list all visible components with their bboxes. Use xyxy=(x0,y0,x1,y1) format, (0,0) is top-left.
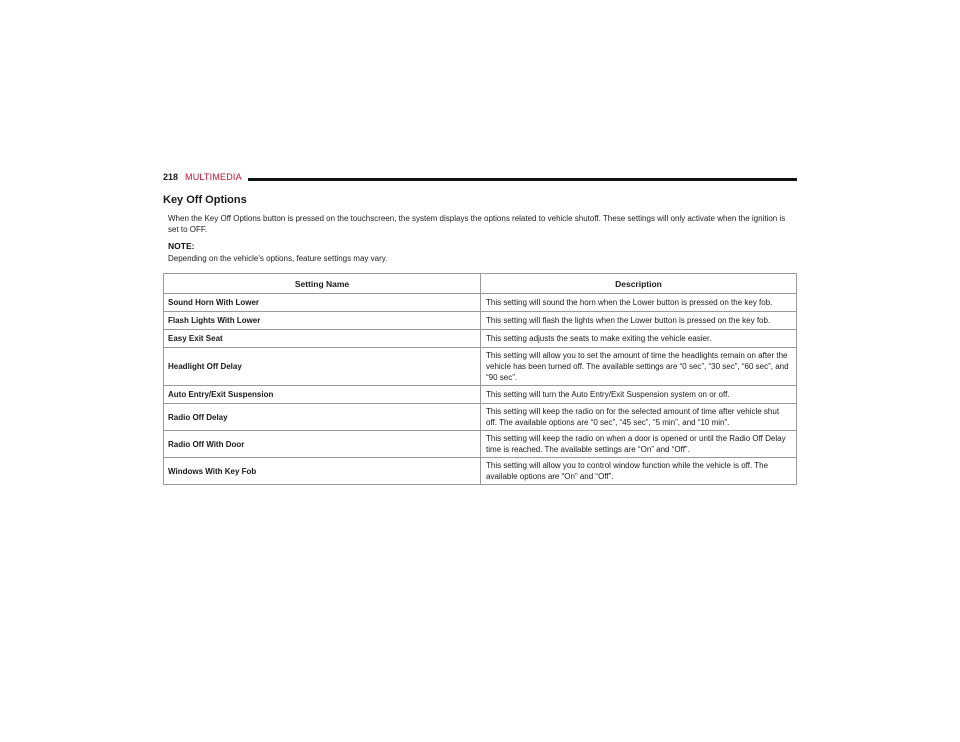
page-header xyxy=(163,172,797,186)
column-header-setting-name: Setting Name xyxy=(164,274,481,294)
setting-description: This setting adjusts the seats to make exiting the vehicle easier. xyxy=(481,330,797,348)
setting-name: Sound Horn With Lower xyxy=(164,294,481,312)
setting-description: This setting will turn the Auto Entry/Exit Suspension system on or off. xyxy=(481,386,797,404)
note-text: Depending on the vehicle’s options, feature settings may vary. xyxy=(168,254,388,263)
table-row xyxy=(164,312,797,330)
key-off-options-table xyxy=(163,273,797,485)
setting-name: Easy Exit Seat xyxy=(164,330,481,348)
table-row xyxy=(164,348,797,386)
setting-description: This setting will keep the radio on for the selected amount of time after vehicle shut off. The available options are “0 sec”, “45 sec”, “5 min”, and “10 min”. xyxy=(481,404,797,431)
column-header-description: Description xyxy=(481,274,797,294)
setting-description: This setting will allow you to set the amount of time the headlights remain on after the vehicle has been turned off. The available settings are “0 sec”, “30 sec”, “60 sec”, and “90 sec”. xyxy=(481,348,797,386)
note-label: NOTE: xyxy=(168,241,195,251)
setting-description: This setting will keep the radio on when a door is opened or until the Radio Off Delay time is reached. The available settings are “On” and “Off”. xyxy=(481,431,797,458)
page-number: 218 xyxy=(163,172,179,182)
setting-name: Flash Lights With Lower xyxy=(164,312,481,330)
table-row xyxy=(164,330,797,348)
setting-name: Windows With Key Fob xyxy=(164,458,481,485)
setting-name: Headlight Off Delay xyxy=(164,348,481,386)
table-row xyxy=(164,386,797,404)
section-title: Key Off Options xyxy=(163,194,247,206)
section-label: MULTIMEDIA xyxy=(185,172,242,182)
table-row xyxy=(164,431,797,458)
header-rule xyxy=(248,178,797,181)
setting-name: Radio Off Delay xyxy=(164,404,481,431)
setting-description: This setting will allow you to control window function while the vehicle is off. The available options are “On” and “Off”. xyxy=(481,458,797,485)
table-header-row xyxy=(164,274,797,294)
intro-paragraph: When the Key Off Options button is pressed on the touchscreen, the system displays the options related to vehicle shutoff. These settings will only activate when the ignition is set to OFF. xyxy=(168,214,786,234)
setting-description: This setting will flash the lights when the Lower button is pressed on the key fob. xyxy=(481,312,797,330)
table-row xyxy=(164,404,797,431)
table-row xyxy=(164,294,797,312)
setting-name: Radio Off With Door xyxy=(164,431,481,458)
table-row xyxy=(164,458,797,485)
setting-name: Auto Entry/Exit Suspension xyxy=(164,386,481,404)
setting-description: This setting will sound the horn when the Lower button is pressed on the key fob. xyxy=(481,294,797,312)
